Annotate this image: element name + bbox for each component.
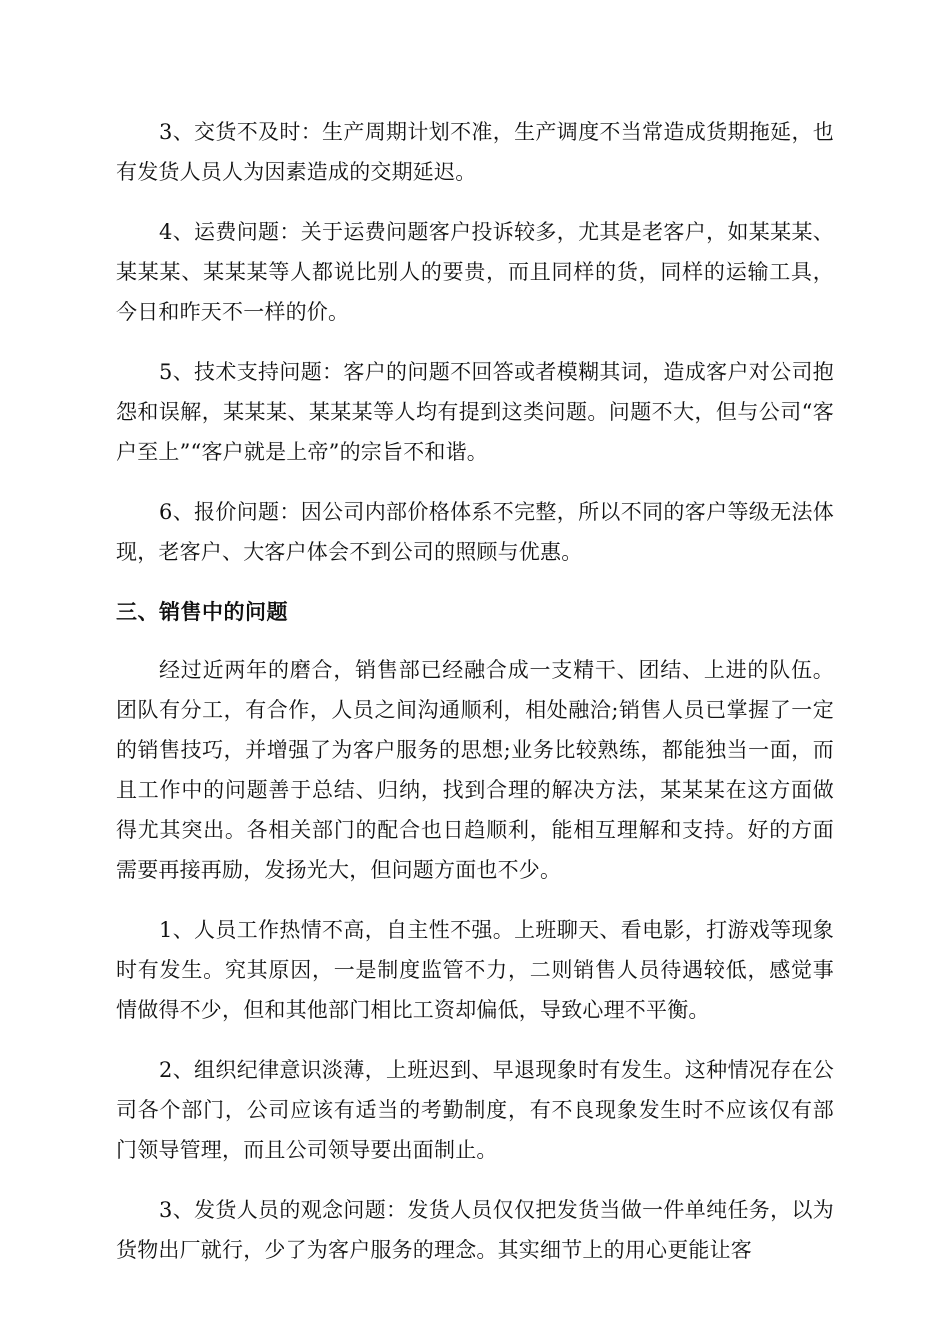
paragraph-delivery-delay: 3、交货不及时：生产周期计划不准，生产调度不当常造成货期拖延，也有发货人员人为因素造成的交期延迟。	[116, 120, 834, 184]
paragraph-discipline: 2、组织纪律意识淡薄，上班迟到、早退现象时有发生。这种情况存在公司各个部门，公司应该有适当的考勤制度，有不良现象发生时不应该仅有部门领导管理，而且公司领导要出面制止。	[116, 1058, 834, 1162]
paragraph-staff-enthusiasm: 1、人员工作热情不高，自主性不强。上班聊天、看电影，打游戏等现象时有发生。究其原因，一是制度监管不力，二则销售人员待遇较低，感觉事情做得不少，但和其他部门相比工资却偏低，导致心理不平衡。	[116, 918, 834, 1022]
paragraph-team-overview: 经过近两年的磨合，销售部已经融合成一支精干、团结、上进的队伍。团队有分工，有合作，人员之间沟通顺利，相处融洽;销售人员已掌握了一定的销售技巧，并增强了为客户服务的思想;业务比较熟练，都能独当一面，而且工作中的问题善于总结、归纳，找到合理的解决方法，某某某在这方面做得尤其突出。各相关部门的配合也日趋顺利，能相互理解和支持。好的方面需要再接再励，发扬光大，但问题方面也不少。	[116, 658, 834, 882]
section-heading: 三、销售中的问题	[116, 600, 288, 624]
paragraph-shipping-staff-attitude: 3、发货人员的观念问题：发货人员仅仅把发货当做一件单纯任务，以为货物出厂就行，少了为客户服务的理念。其实细节上的用心更能让客	[116, 1198, 834, 1262]
paragraph-tech-support-issue: 5、技术支持问题：客户的问题不回答或者模糊其词，造成客户对公司抱怨和误解，某某某、某某某等人均有提到这类问题。问题不大，但与公司“客户至上”“客户就是上帝”的宗旨不和谐。	[116, 360, 834, 464]
document-page	[116, 112, 834, 1290]
paragraph-quotation-issue: 6、报价问题：因公司内部价格体系不完整，所以不同的客户等级无法体现，老客户、大客户体会不到公司的照顾与优惠。	[116, 500, 834, 564]
paragraph-freight-issue: 4、运费问题：关于运费问题客户投诉较多，尤其是老客户，如某某某、某某某、某某某等人都说比别人的要贵，而且同样的货，同样的运输工具，今日和昨天不一样的价。	[116, 220, 834, 324]
